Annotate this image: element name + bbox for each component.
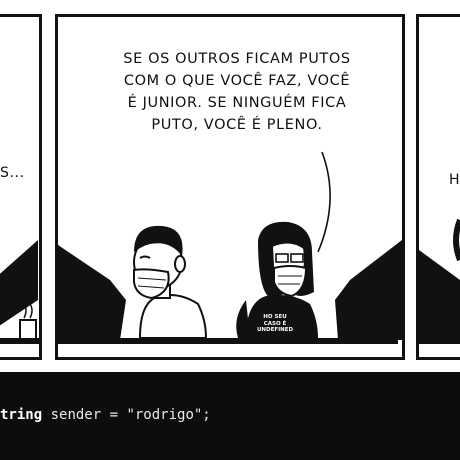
speech-tail [318, 152, 330, 252]
code-keyword: tring [0, 407, 43, 423]
speech-fragment-left: S... [0, 165, 25, 181]
code-line [0, 404, 211, 426]
shirt-text-line: HO SEU [263, 314, 287, 320]
center-right-desk [335, 240, 402, 340]
shirt-text [255, 314, 295, 334]
speech-line: É JUNIOR. SE NINGUÉM FICA [127, 95, 347, 111]
speech-fragment-right: H [449, 172, 460, 188]
shirt-text-line: UNDEFINED [256, 327, 294, 333]
right-panel-desk [419, 220, 460, 344]
speech-line: COM O QUE VOCÊ FAZ, VOCÊ [123, 73, 351, 89]
left-panel-desk [0, 240, 39, 344]
speech-balloon-main [92, 48, 382, 136]
shirt-text-line: CASO É [263, 320, 287, 327]
character-left [134, 226, 206, 338]
speech-line: SE OS OUTROS FICAM PUTOS [123, 51, 351, 67]
code-rest: sender = "rodrigo"; [42, 407, 211, 423]
speech-line: PUTO, VOCÊ É PLENO. [151, 117, 323, 133]
